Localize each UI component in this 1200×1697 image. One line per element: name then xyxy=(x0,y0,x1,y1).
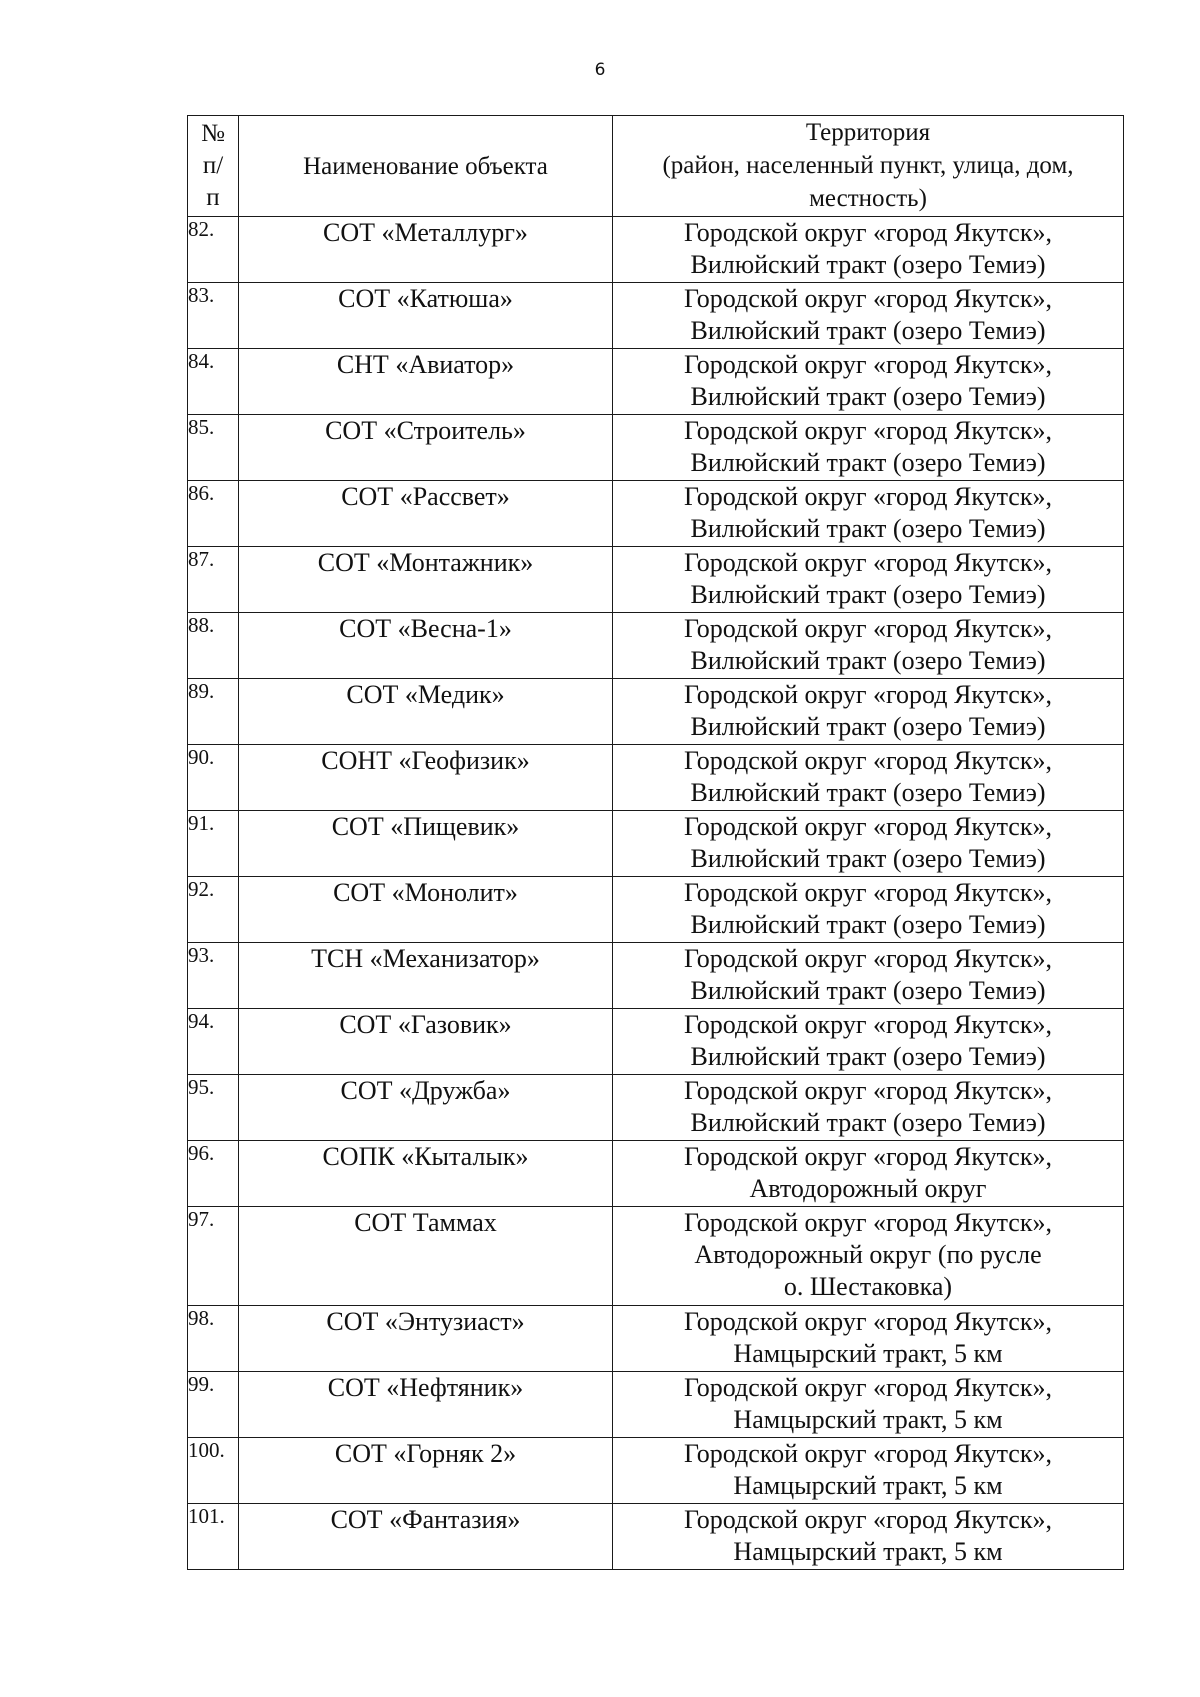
table-row xyxy=(188,1306,1124,1372)
territory-line: Вилюйский тракт (озеро Темиэ) xyxy=(690,580,1046,609)
object-name: ТСН «Механизатор» xyxy=(239,943,613,1009)
territory-line: Вилюйский тракт (озеро Темиэ) xyxy=(690,1042,1046,1071)
table-row xyxy=(188,1141,1124,1207)
table-row xyxy=(188,547,1124,613)
object-name: СОТ Таммах xyxy=(239,1207,613,1306)
table-row xyxy=(188,943,1124,1009)
table-header-row xyxy=(188,116,1124,217)
object-name: СОТ «Строитель» xyxy=(239,415,613,481)
object-name: СОПК «Кыталык» xyxy=(239,1141,613,1207)
table-row xyxy=(188,1075,1124,1141)
territory-cell xyxy=(613,811,1124,877)
object-name: СОТ «Монтажник» xyxy=(239,547,613,613)
row-number: 99. xyxy=(188,1372,239,1438)
row-number: 101. xyxy=(188,1504,239,1570)
territory-line: Городской округ «город Якутск», xyxy=(684,1373,1052,1402)
row-number: 93. xyxy=(188,943,239,1009)
territory-cell xyxy=(613,1141,1124,1207)
object-name: СОТ «Пищевик» xyxy=(239,811,613,877)
territory-cell xyxy=(613,547,1124,613)
territory-line: Вилюйский тракт (озеро Темиэ) xyxy=(690,448,1046,477)
row-number: 97. xyxy=(188,1207,239,1306)
header-number-line: п/ xyxy=(202,152,224,179)
territory-cell xyxy=(613,1207,1124,1306)
object-name: СОТ «Фантазия» xyxy=(239,1504,613,1570)
territory-line: Вилюйский тракт (озеро Темиэ) xyxy=(690,712,1046,741)
territory-cell xyxy=(613,745,1124,811)
territory-cell xyxy=(613,1504,1124,1570)
territory-line: о. Шестаковка) xyxy=(783,1272,953,1301)
table-row xyxy=(188,349,1124,415)
territory-line: Городской округ «город Якутск», xyxy=(684,218,1052,247)
header-number-line: п xyxy=(206,184,220,211)
row-number: 85. xyxy=(188,415,239,481)
territory-cell xyxy=(613,1306,1124,1372)
territory-line: Намцырский тракт, 5 км xyxy=(733,1471,1003,1500)
header-territory-line: Территория xyxy=(805,119,931,146)
header-territory xyxy=(613,116,1124,217)
page-number: 6 xyxy=(594,60,606,80)
row-number: 84. xyxy=(188,349,239,415)
objects-table xyxy=(187,115,1124,1570)
row-number: 95. xyxy=(188,1075,239,1141)
table-row xyxy=(188,1504,1124,1570)
row-number: 82. xyxy=(188,217,239,283)
territory-cell xyxy=(613,415,1124,481)
territory-line: Автодорожный округ (по русле xyxy=(694,1240,1042,1269)
territory-line: Городской округ «город Якутск», xyxy=(684,1142,1052,1171)
territory-cell xyxy=(613,217,1124,283)
table-row xyxy=(188,481,1124,547)
territory-line: Городской округ «город Якутск», xyxy=(684,614,1052,643)
territory-line: Вилюйский тракт (озеро Темиэ) xyxy=(690,514,1046,543)
row-number: 91. xyxy=(188,811,239,877)
table-body xyxy=(188,217,1124,1570)
row-number: 86. xyxy=(188,481,239,547)
object-name: СОНТ «Геофизик» xyxy=(239,745,613,811)
territory-line: Городской округ «город Якутск», xyxy=(684,1505,1052,1534)
header-number xyxy=(188,116,239,217)
territory-line: Автодорожный округ xyxy=(749,1174,987,1203)
object-name: СОТ «Газовик» xyxy=(239,1009,613,1075)
object-name: СОТ «Металлург» xyxy=(239,217,613,283)
header-territory-line: местность) xyxy=(809,185,927,212)
row-number: 88. xyxy=(188,613,239,679)
table-row xyxy=(188,1438,1124,1504)
territory-cell xyxy=(613,1009,1124,1075)
territory-line: Городской округ «город Якутск», xyxy=(684,878,1052,907)
territory-line: Городской округ «город Якутск», xyxy=(684,1439,1052,1468)
row-number: 83. xyxy=(188,283,239,349)
table-row xyxy=(188,811,1124,877)
row-number: 100. xyxy=(188,1438,239,1504)
territory-cell xyxy=(613,349,1124,415)
row-number: 94. xyxy=(188,1009,239,1075)
territory-cell xyxy=(613,481,1124,547)
territory-line: Вилюйский тракт (озеро Темиэ) xyxy=(690,1108,1046,1137)
territory-line: Намцырский тракт, 5 км xyxy=(733,1537,1003,1566)
territory-cell xyxy=(613,943,1124,1009)
header-number-line: № xyxy=(201,120,225,147)
object-name: СОТ «Рассвет» xyxy=(239,481,613,547)
territory-line: Городской округ «город Якутск», xyxy=(684,284,1052,313)
table-row xyxy=(188,613,1124,679)
territory-line: Намцырский тракт, 5 км xyxy=(733,1339,1003,1368)
row-number: 87. xyxy=(188,547,239,613)
territory-line: Городской округ «город Якутск», xyxy=(684,482,1052,511)
territory-line: Городской округ «город Якутск», xyxy=(684,812,1052,841)
object-name: СНТ «Авиатор» xyxy=(239,349,613,415)
header-object-name: Наименование объекта xyxy=(239,116,613,217)
territory-line: Городской округ «город Якутск», xyxy=(684,350,1052,379)
territory-cell xyxy=(613,283,1124,349)
table-row xyxy=(188,877,1124,943)
territory-line: Вилюйский тракт (озеро Темиэ) xyxy=(690,250,1046,279)
object-name: СОТ «Монолит» xyxy=(239,877,613,943)
territory-line: Городской округ «город Якутск», xyxy=(684,1010,1052,1039)
territory-line: Городской округ «город Якутск», xyxy=(684,944,1052,973)
territory-line: Городской округ «город Якутск», xyxy=(684,1208,1052,1237)
table-row xyxy=(188,1372,1124,1438)
territory-line: Вилюйский тракт (озеро Темиэ) xyxy=(690,976,1046,1005)
row-number: 90. xyxy=(188,745,239,811)
territory-line: Вилюйский тракт (озеро Темиэ) xyxy=(690,910,1046,939)
territory-line: Вилюйский тракт (озеро Темиэ) xyxy=(690,646,1046,675)
territory-cell xyxy=(613,1372,1124,1438)
territory-line: Городской округ «город Якутск», xyxy=(684,746,1052,775)
table-row xyxy=(188,1009,1124,1075)
territory-line: Вилюйский тракт (озеро Темиэ) xyxy=(690,778,1046,807)
territory-line: Вилюйский тракт (озеро Темиэ) xyxy=(690,844,1046,873)
table-row xyxy=(188,1207,1124,1306)
object-name: СОТ «Нефтяник» xyxy=(239,1372,613,1438)
table-row xyxy=(188,283,1124,349)
territory-cell xyxy=(613,1075,1124,1141)
row-number: 98. xyxy=(188,1306,239,1372)
object-name: СОТ «Дружба» xyxy=(239,1075,613,1141)
row-number: 89. xyxy=(188,679,239,745)
object-name: СОТ «Весна-1» xyxy=(239,613,613,679)
table-row xyxy=(188,679,1124,745)
territory-line: Вилюйский тракт (озеро Темиэ) xyxy=(690,382,1046,411)
header-territory-line: (район, населенный пункт, улица, дом, xyxy=(662,152,1074,179)
territory-line: Городской округ «город Якутск», xyxy=(684,548,1052,577)
territory-line: Городской округ «город Якутск», xyxy=(684,1307,1052,1336)
territory-line: Городской округ «город Якутск», xyxy=(684,680,1052,709)
territory-line: Городской округ «город Якутск», xyxy=(684,416,1052,445)
table-row xyxy=(188,745,1124,811)
object-name: СОТ «Горняк 2» xyxy=(239,1438,613,1504)
table-row xyxy=(188,415,1124,481)
territory-cell xyxy=(613,613,1124,679)
territory-line: Намцырский тракт, 5 км xyxy=(733,1405,1003,1434)
object-name: СОТ «Медик» xyxy=(239,679,613,745)
object-name: СОТ «Катюша» xyxy=(239,283,613,349)
table-row xyxy=(188,217,1124,283)
territory-cell xyxy=(613,679,1124,745)
territory-cell xyxy=(613,1438,1124,1504)
territory-cell xyxy=(613,877,1124,943)
row-number: 92. xyxy=(188,877,239,943)
territory-line: Городской округ «город Якутск», xyxy=(684,1076,1052,1105)
object-name: СОТ «Энтузиаст» xyxy=(239,1306,613,1372)
row-number: 96. xyxy=(188,1141,239,1207)
territory-line: Вилюйский тракт (озеро Темиэ) xyxy=(690,316,1046,345)
